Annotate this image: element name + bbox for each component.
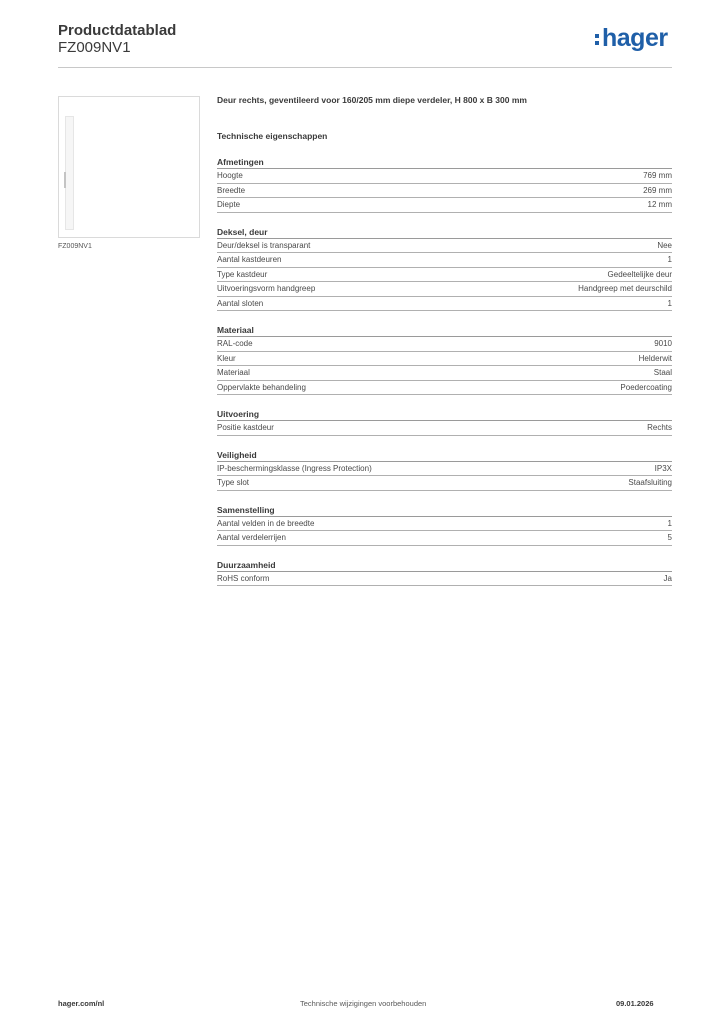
section-title: Duurzaamheid [217,560,672,572]
section-title: Materiaal [217,325,672,337]
spec-value: 269 mm [643,185,672,195]
spec-row [217,462,672,477]
spec-value: Ja [663,573,672,583]
spec-row [217,531,672,546]
spec-label: Uitvoeringsvorm handgreep [217,284,316,293]
spec-row [217,239,672,254]
spec-row [217,352,672,367]
spec-value: 769 mm [643,171,672,180]
spec-label: IP-beschermingsklasse (Ingress Protection) [217,463,372,473]
spec-label: Aantal verdelerrijen [217,533,286,542]
spec-label: RoHS conform [217,573,270,583]
spec-row [217,297,672,312]
spec-content [217,95,672,586]
product-door-image [65,116,74,230]
spec-value: Nee [657,240,672,250]
spec-label: Deur/deksel is transparant [217,240,311,250]
spec-row [217,476,672,491]
spec-row [217,381,672,396]
spec-value: 1 [667,298,672,308]
header-divider [58,67,672,68]
spec-label: Aantal kastdeuren [217,255,282,264]
spec-label: Aantal velden in de breedte [217,518,315,528]
spec-value: Staal [653,368,672,377]
spec-value: 1 [667,518,672,528]
product-image-frame [58,96,200,238]
section-title: Afmetingen [217,157,672,169]
spec-row [217,184,672,199]
spec-label: Breedte [217,185,246,195]
spec-section [217,409,672,436]
section-title: Deksel, deur [217,227,672,239]
spec-row [217,366,672,381]
section-title: Veiligheid [217,450,672,462]
spec-row [217,169,672,184]
spec-row [217,572,672,587]
spec-label: Kleur [217,353,236,363]
spec-value: Helderwit [638,353,672,363]
spec-row [217,337,672,352]
spec-section [217,450,672,491]
spec-value: Gedeeltelijke deur [607,269,672,279]
footer-notice: Technische wijzigingen voorbehouden [300,999,427,1008]
tech-properties-title: Technische eigenschappen [217,131,328,141]
spec-row [217,268,672,283]
spec-section [217,505,672,546]
spec-value: 12 mm [647,200,672,209]
spec-label: Diepte [217,200,241,209]
spec-value: 1 [667,255,672,264]
spec-label: Aantal sloten [217,298,264,308]
page-title: Productdatablad [58,22,177,39]
spec-section [217,560,672,587]
spec-sections [217,157,672,586]
footer-website[interactable]: hager.com/nl [58,999,105,1008]
section-title: Uitvoering [217,409,672,421]
footer-date: 09.01.2026 [616,999,654,1008]
hager-logo [594,26,668,51]
spec-label: Positie kastdeur [217,423,274,432]
spec-row [217,421,672,436]
spec-value: 9010 [654,339,672,348]
spec-label: Hoogte [217,171,243,180]
spec-section [217,157,672,213]
spec-label: Type slot [217,478,250,487]
spec-value: Rechts [647,423,672,432]
spec-label: RAL-code [217,339,253,348]
spec-row [217,517,672,532]
logo-text: hager [602,24,668,52]
spec-row [217,198,672,213]
spec-value: Poedercoating [620,382,672,392]
logo-dots-icon [594,26,602,46]
spec-section [217,325,672,395]
spec-row [217,282,672,297]
spec-row [217,253,672,268]
product-code: FZ009NV1 [58,39,131,56]
product-description: Deur rechts, geventileerd voor 160/205 mm diepe verdeler, H 800 x B 300 mm [217,95,527,105]
spec-label: Oppervlakte behandeling [217,382,306,392]
spec-value: Handgreep met deurschild [578,284,672,293]
spec-label: Type kastdeur [217,269,268,279]
spec-value: IP3X [654,463,672,473]
door-handle-icon [64,172,66,188]
spec-section [217,227,672,312]
spec-value: 5 [667,533,672,542]
spec-label: Materiaal [217,368,250,377]
product-image-caption: FZ009NV1 [58,243,92,250]
spec-value: Staafsluiting [628,478,672,487]
section-title: Samenstelling [217,505,672,517]
